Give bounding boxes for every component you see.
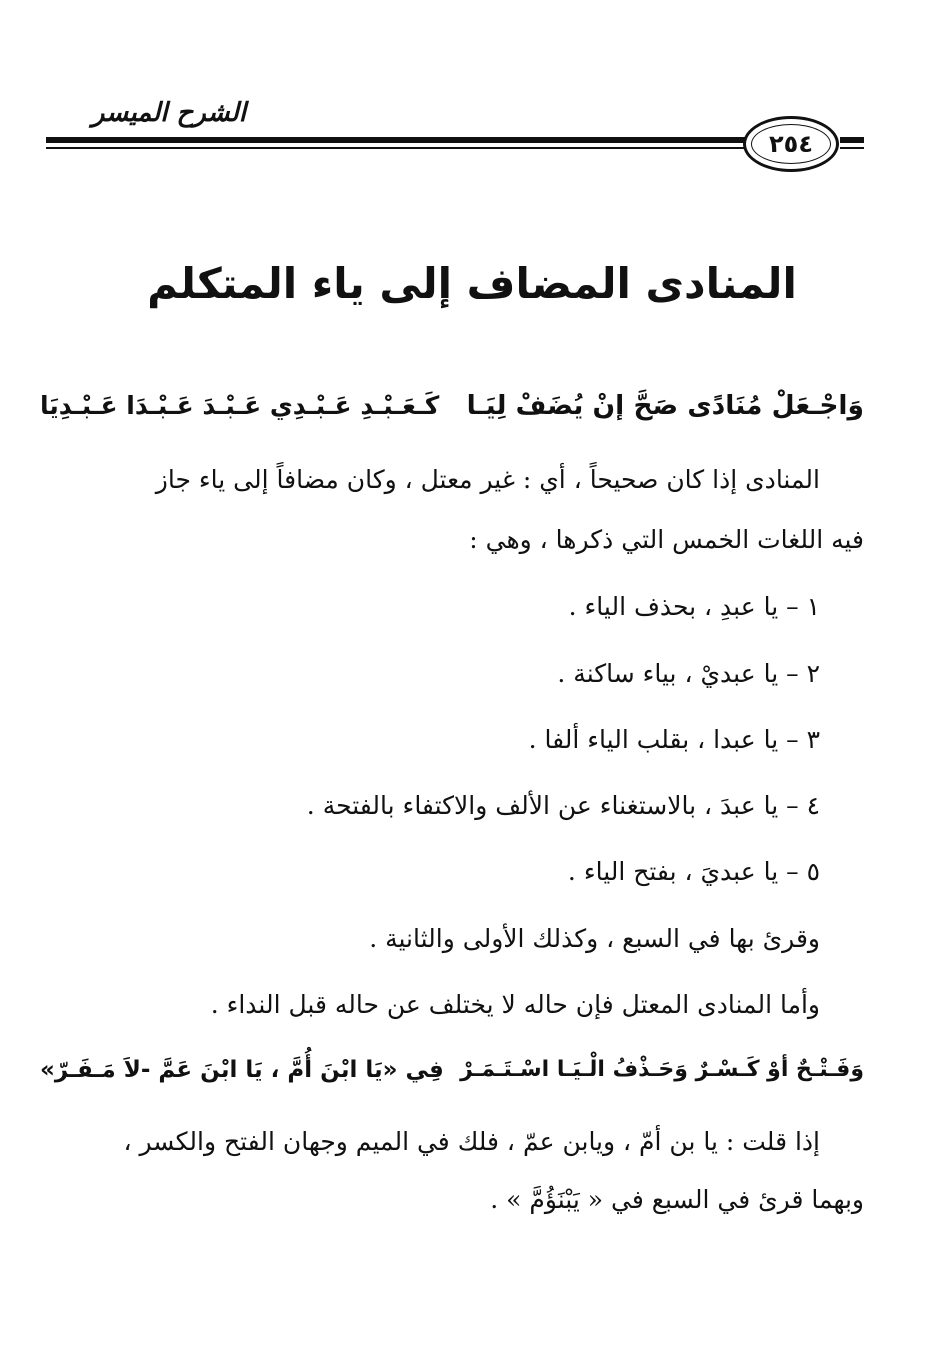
running-title: الشرح الميسر bbox=[91, 98, 246, 128]
verse-2 bbox=[40, 1045, 864, 1095]
verse-1-first-hemistich: وَاجْـعَلْ مُنَادًى صَحَّ إنْ يُضَفْ لِيَـا bbox=[466, 390, 864, 421]
header-rule-thin bbox=[46, 147, 746, 149]
paragraph-4-line-1: إذا قلت : يا بن أمّ ، ويابن عمّ ، فلك في الميم وجهان الفتح والكسر ، bbox=[123, 1127, 820, 1156]
verse-1 bbox=[40, 381, 864, 431]
list-item-5: ٥ – يا عبديَ ، بفتح الياء . bbox=[567, 857, 820, 886]
paragraph-1-line-1: المنادى إذا كان صحيحاً ، أي : غير معتل ، وكان مضافاً إلى ياء جاز bbox=[155, 465, 820, 494]
verse-2-first-hemistich: وَفَـتْـحٌ أوْ كَـسْـرٌ وَحَـذْفُ الْـيَـا اسْـتَـمَـرْ bbox=[460, 1057, 864, 1082]
list-item-2: ٢ – يا عبديْ ، بياء ساكنة . bbox=[557, 659, 820, 688]
paragraph-3: وأما المنادى المعتل فإن حاله لا يختلف عن حاله قبل النداء . bbox=[210, 990, 820, 1019]
list-item-1: ١ – يا عبدِ ، بحذف الياء . bbox=[568, 592, 820, 621]
paragraph-1-line-2: فيه اللغات الخمس التي ذكرها ، وهي : bbox=[469, 525, 864, 554]
header-rule-right-thin bbox=[840, 147, 864, 149]
list-item-4: ٤ – يا عبدَ ، بالاستغناء عن الألف والاكتفاء بالفتحة . bbox=[306, 791, 820, 820]
list-item-3: ٣ – يا عبدا ، بقلب الياء ألفا . bbox=[528, 725, 820, 754]
page-number: ٢٥٤ bbox=[769, 130, 813, 158]
verse-1-second-hemistich: كَـعَـبْـدِ عَـبْـدِي عَـبْـدَ عَـبْـدَا عَـبْـدِيَا bbox=[40, 391, 440, 420]
chapter-title: المنادى المضاف إلى ياء المتكلم bbox=[147, 259, 797, 308]
header-rule-right-thick bbox=[840, 137, 864, 143]
paragraph-2: وقرئ بها في السبع ، وكذلك الأولى والثانية . bbox=[369, 924, 820, 953]
page-number-frame bbox=[743, 116, 839, 172]
header-rule-thick bbox=[46, 137, 746, 143]
verse-2-second-hemistich: فِي «يَا ابْنَ أُمَّ ، يَا ابْنَ عَمَّ -لاَ مَـفَـرّ» bbox=[40, 1057, 444, 1083]
paragraph-4-line-2: وبهما قرئ في السبع في « يَبْنَؤُمَّ » . bbox=[490, 1185, 864, 1214]
